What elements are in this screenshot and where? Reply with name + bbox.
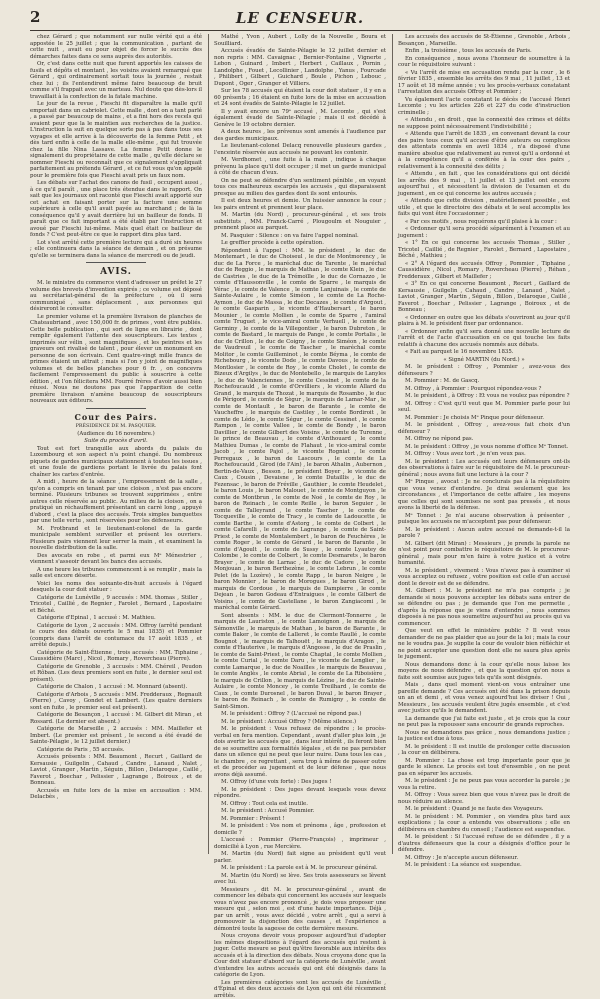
dialogue-line: M. le président : Accusé Pommier. xyxy=(214,808,386,815)
dialogue-line: M. le président : Accusé Offroy ? (Même silence.) xyxy=(214,719,386,726)
requisitoire-paragraph: « Par ces motifs , nous requérons qu'il plaise à la cour : xyxy=(398,219,570,226)
avis-heading: AVIS. xyxy=(30,266,202,278)
court-paragraph: Tout est fort tranquille aux abords du palais du Luxembourg et son aspect n'a point changé. Du nombreux piquets de gardes municipaux stationnent à toutes les issues , et une foule de gardiens portant le livrée du palais font chaîner les cartes d'entrée. xyxy=(30,446,202,479)
court-date: (Audience du 16 novembre.) xyxy=(30,431,202,438)
court-paragraph: Catégorie d'Epinal , 1 accusé : M. Mathieu. xyxy=(30,615,202,622)
requisitoire-paragraph: Les accusés des accusés de St-Étienne , Grenoble , Arbois , Besançon , Marseille. xyxy=(398,34,570,47)
column-left xyxy=(30,34,202,856)
article-paragraph: Sur les 78 accusés qui étaient la cour doit statuer , il y en a 60 présents ; 16 étaient en fuite lors de la mise en accusation et 24 sont évadés de Sainte-Pélagie le 12 juillet. xyxy=(214,88,386,108)
article-paragraph: chez Gérard ; que notamment sur nulle vérité qui a été appostée le 25 juillet ; que la communication , partant de cette nuit , avait eu pour objet de forcer le succès des démarches faites dans ce sens auprès des autorités. xyxy=(30,34,202,60)
article-paragraph: On ne peut se défendre d'un sentiment pénible , en voyant tous ces malheureux escarpés les accusés , qui disparaissent presque au milieu des gardes dont ils sont entourés. xyxy=(214,178,386,198)
column-rule xyxy=(392,34,393,854)
court-paragraph: Catégorie de Chalon , 1 accusé : M. Monnard (absent). xyxy=(30,684,202,691)
dialogue-line: M. le président : La séance est suspendue. xyxy=(398,862,570,869)
column-middle xyxy=(214,34,386,856)
court-paragraph: Des avocats en robe , et parmi eux Mᵉ Ménestrier , viennent s'asseoir devant les bancs des accusés. xyxy=(30,553,202,566)
dialogue-line: M. le président : Vos nom et prénoms , âge , profession et domicile ? xyxy=(214,823,386,836)
article-paragraph: M. Verdhomet , une fuite à la main , indique à chaque prévenu la place qu'il doit occuper ; il met un garde municipal à côté de chacun d'eux. xyxy=(214,157,386,177)
dialogue-line: M. le président : Des juges devant lesquels vous devez répondre. xyxy=(214,787,386,800)
requisitoire-paragraph: « Ordonner en outre que les débats s'ouvriront au jour qu'il plaira à M. le président fixer par ordonnance. xyxy=(398,315,570,328)
section-divider xyxy=(86,408,146,409)
court-paragraph: Catégorie de Grenoble , 3 accusés : MM. Chéreil , Peudon et Rôban. (Les deux premiers sont en fuite , le dernier seul est présent). xyxy=(30,664,202,684)
requisitoire-signature: « Signé MARTIN (du Nord.) » xyxy=(398,357,570,364)
court-heading: Cour des Pairs. xyxy=(30,412,202,423)
dialogue-line: M. le président : Les accusés ont leurs défenseurs ont-ils des observations à faire sur le réquisitoire de M. le procureur-général ; nous avons fait une lecture à la cour ? xyxy=(398,459,570,479)
court-paragraph: Voici les noms des soixante-dix-huit accusés à l'égard desquels la cour doit statuer : xyxy=(30,581,202,594)
article-paragraph: Accusés évadés de Sainte-Pélagie le 12 juillet dernier et non repris : MM. Cavaignac , Bernier-Fontaine , Vignerte , Lebon , Guinard , Imbert , Herbert , Caillaux , Pornin , Landolphe , Fouet , Lecollinier , Landolphe , Yanus , Fourcade , Philibert , Gilbert , Guichard , Boule , Pichon , Lebouc , Dupont , Oger , Granger et Villiers. xyxy=(214,48,386,87)
article-paragraph: M. Martin (du Nord) , procureur-général , et ses trois substituts , MM. Franck-Carré , Plougoulm et Nouguier , prennent place au parquet. xyxy=(214,212,386,232)
dialogue-line: M. le président : Il est inutile de prolonger cette discussion , la cour en délibérera. xyxy=(398,744,570,757)
article-paragraph: Lot s'est arrêté cette première lecture qui a duré six heures ; elle continuera dans la séance de demain , et on présume qu'elle se terminera dans la séance de mercredi ou de jeudi. xyxy=(30,240,202,260)
requisitoire-paragraph: « Ordonner enfin qu'il sera donné une nouvelle lecture de l'arrêt et de l'acte d'accusation en ce qui touche les faits relatifs à chacune des accusés nommés aux débats. xyxy=(398,329,570,349)
dialogue-line: M. Offroy (d'une voix forte) : Des juges ! xyxy=(214,779,386,786)
court-paragraph: Catégorie de Marseille , 2 accusés : MM. Maillefer et Imbert. (Le premier est présent , le second a été évadé de Sainte-Pélagie , le 12 juillet dernier.) xyxy=(30,726,202,746)
requisitoire-paragraph: « Attendu que l'arrêt de 1835 , en convenant devant la cour des pairs tous ceux qu'il accuse d'être auteurs ou complices des attentats commis en avril 1834 , n'a disposé d'une manière absolue que relativement au renvoi qu'il a ordonné et à la compétence qu'il a conférée à la cour des pairs , relativement à la connexité des délits ; xyxy=(398,131,570,170)
column-right xyxy=(398,34,570,856)
dialogue-line: Les premières catégories sont les accusés de Lunéville , d'Épinal et des deux accusés de Lyon qui ont été récemment arrêtés. xyxy=(214,980,386,999)
dialogue-line: Nous ne demandons pas grâce , nous demandons justice ; la justice est due à tous. xyxy=(398,730,570,743)
requisitoire-paragraph: Enfin , la troisième , tous les accusés de Paris. xyxy=(398,48,570,55)
column-rule xyxy=(208,34,209,854)
page-header xyxy=(30,6,570,31)
article-paragraph: Il est deux heures et demie. Un huissier annonce la cour ; les pairs entrent et prennent leur place. xyxy=(214,198,386,211)
roll-call-intro: M. Pasquier : Silence : on va faire l'appel nominal. xyxy=(214,233,386,240)
dialogue-line: M. Gilbert (dit Miran) : Messieurs , je prends la parole ne n'est point pour combattre le réquisitoire de M. le procureur-général , mais pour m'en faire à votre justice et à votre humanité. xyxy=(398,541,570,567)
dialogue-line: La demande que j'ai faite est juste , et je crois que la cour ne peut pas la repousser sans encourir de grands reproches. xyxy=(398,716,570,729)
masthead: LE CENSEUR. xyxy=(30,9,570,27)
dialogue-line: Messieurs , dit M. le procureur-général , avant de commencer les débats qui concernent les accusés sur lesquels vous n'avez pas encore prononcé , je dois vous proposer une mesure qui , selon moi , est d'une haute importance. Déjà , par un arrêt , vous avez décidé , votre arrêt , qui a servi à promouvoir la disjonction des causes , et l'expérience a démontré toute la sagesse de cette dernière mesure. xyxy=(214,887,386,933)
court-paragraph: Catégorie d'Arbois , 5 accusés : MM. Fredderaux , Regnault (Pierre) , Cavoy , Gondet et Lambert. (Les quatre derniers sont en fuite , le premier seul est présent). xyxy=(30,692,202,712)
dialogue-line: M. Martin (du Nord) se lève. Ses trois assesseurs se lèvent avec lui. xyxy=(214,873,386,886)
article-paragraph: Mathé , Yvon , Aubert , Lolly de la Nouvelle , Boura et Souilliard. xyxy=(214,34,386,47)
avis-paragraph: Le premier volume et la première livraison de planches de Chateaubriand , avec 150,000 fr. de primes , vont être publiés. Cette belle publication , qui sort de ligne en librairie , dont remplir également l'attente des souscripteurs. Les textes , imprimés sur vélin , sont magnifiques , et les peintres et les graveurs ont rivalisé de talent , pour élever un monument en personne de son écrivain. Cent quatre-vingt mille francs de primes étaient un attrait ; mais si l'on y joint de magnifiques volumes et de belles planches pour 6 fr. , on concevra facilement l'empressement du public à souscrire à cette édition , et l'on félicitera MM. Fourré frères d'avoir aussi bien réussi. Nous ne doutons pas que l'apparition de cette première livraison n'amène beaucoup de souscripteurs nouveaux aux éditeurs. xyxy=(30,314,202,405)
dialogue-line: M. le président : Quand je ne faute des Voyageurs. xyxy=(398,806,570,813)
requisitoire-paragraph: « Ordonner qu'il sera procédé séparément à l'examen et au jugement : xyxy=(398,226,570,239)
dialogue-line: M. le président : Vous refusez de répondre ; le procès-verbal en fera mention. Cependant , avant d'aller plus loin , je dois avertir les accusés que , dans leur intérêt , ils feront bien de se soumettre aux formalités légales , et de ne pas persister dans un silence qui ne peut que leur nuire. Dans tous les cas , le chambre , ce regrettant , sera trop à même de passer outre et de procéder au jugement et de leur défense , que nous avons déjà assumé. xyxy=(214,726,386,778)
dialogue-line: M. le président : Aucun autre accusé ne demande-t-il la parole ? xyxy=(398,527,570,540)
dialogue-line: M. le président , à Offroy : Et vous ne voulez pas répondre ? xyxy=(398,393,570,400)
court-presidency: PRÉSIDENCE DE M. PASQUIER. xyxy=(30,424,202,430)
requisitoire-paragraph: « 3° En ce qui concerne Beaumont , Recurt , Gaillard de Kersausie , Guilgelin , Cahaud , Candre , Lanaud , Nalet , Laviot , Granger , Martin , Séguin , Billon , Delaroque , Caillé , Faverot , Boechar , Pelissier , Lagrange , Boiroux , et de Bonneau ; xyxy=(398,281,570,314)
avis-paragraph: M. le ministre du commerce vient d'adresser un préfet le 27 volume des brevets d'invention expirés ; ce volume est déposé au secrétariat-général de la préfecture , où il sera communiqué , sans déplacement , aux personnes qui désireront le consulter. xyxy=(30,280,202,313)
dialogue-line: M. le président : Offroy ? (L'accusé ne répond pas.) xyxy=(214,711,386,718)
requisitoire-paragraph: En conséquence , nous avons l'honneur de soumettre à la cour le réquisitoire suivant : xyxy=(398,56,570,69)
requisitoire-paragraph: « Attendu , en droit , que la connexité des crimes et délits ne suppose point nécessairement l'indivisibilité ; xyxy=(398,117,570,130)
peers-present-list: Répondent à l'appel : MM. le président , le duc de Montemart , le duc de Choiseul , le duc de Montmorency , le duc de La Force , le maréchal duc de Tarente , le maréchal duc de Reggio , le marquis de Mathan , le comte Klein , le duc de Castries , le duc de la Trémoïlle , le duc de Cornazzo , le comte d'Haussonville , le comte de Sparre , le marquis de Vérac , le comte de Valence , le comte Lanjuinais , le comte de Sainte-Aulaire , le comte Siméon , le comte de La Roche-Aymon , le duc de Massa , le duc Decazes , le comte d'Argout , le comte Gasparin , le vicomte d'Haubersart , le baron Mounier , le comte Mollien , le comte de Sparre , l'amiral comte Truguet , le vice-amiral comte Verhuell , le comte de Germiny , le comte de la Villegontier , le baron Dubreton , le comte de Bastard , le marquis de Pange , le comte Portalis , le duc de Crillon , le duc de Coigny , le comte Siméon , le comte de Vaudreuil , le comte de Tascher , le maréchal comte Molitor , le comte Guilleminot , le comte Béyma , le comte de Richebourg , le vicomte Dode , le comte Davous , le comte de Montlosier , le comte de Roy , le comte Cholet , le comte de Bizeux d'Argilys , le duc de Montebello , le marquis de Lanyles , le duc de Valenciennes , le comte Cessinet , le comte de la Rochefoucauld , le comte d'Orvilliers , le vicomte Allard du Grand , le marquis de Thozat , le marquis de Rosambo , le duc de Périgord , le comte de Sègur , le marquis de Lamar-Mar , le comte de Montault , le baron de Barante , le comte de Vaucheffre , le marquis de Castiley , le comte Bordiroit , le comte de Lédo , le comte Ségur , le comte Cessinet , le comte Rampon , le comte Vallee , le comte de Bondy , le baron Davillier , le comte Gilbert des Voisins , le comte de Turenne , le prince de Beauvau , le comte d'Anthouard , le comte Mathieu Dumas , le comte de Flahaut , le vice-amiral comte Jacob , le comte Pajol , le vicomte Rogniat , le comte Perregaux , le baron de Lascours , le comte de La Rochefoucauld , Girod (de l'Ain) , le baron Athalin , Aubernon , Bertin-de-Vaux , Besson , le président Boyer , le vicomte de Caux , Cousin , Devaisne , le comte Dutaillis , le duc de Fezensac , le baron de Fréville , Gauthier , le comte Heudelet , le baron Louis , le baron Malouet , le comte de Montguyon , le comte de Montbrun , le comte de Noé , le comte de Roy , le baron de Reinach , le comte Reille , le baron Seguier , le comte de Talleyrand , le comte Tascher , le comte de Tocqueville , le comte de Tracy , le comte de Ladoucette , le comte Barthe , le comte d'Astorg , le comte de Colbert , le comte Cafarelli , le comte de Lagrange , le comte de Saint-Priest , le comte de Montalembert , le baron de Feuchères , le comte Roger , le comte de Gérard , le baron de Barante , le comte d'Agoult , le comte de Sussy , le comte Lyautey de Colombe , le comte de Colbert , le comte Desmarets , le baron Brayer , le comte de Larnac , le duc de Cadore , le comte Monjouan , le baron Berthezène , le comte Lebrun , le comte Pelet (de la Lozère) , le comte Rapp , le baron Neigre , le baron Monnier , le baron de Morogues , le baron Girod , le marquis de Cordoue , le marquis de Dampierre , le comte Dejean , le baron Godeau d'Entraigues , le comte Gilbert de Voisins , le comte de Castellane , le baron Zangiacomi , le maréchal comte Gérard. xyxy=(214,248,386,612)
dialogue-line: Mais , dans quel moment vient-on vous entraîner une pareille demande ? Ces accusés ont été dans la prison depuis un an et demi , et vous venez aujourd'hui les diviser ! Oui , Messieurs , les accusés veulent être jugés ensemble , et c'est avec justice qu'ils le demandent. xyxy=(398,682,570,715)
dialogue-line: M. Offroy : Vous savez bien que vous n'avez pas le droit de nous réduire au silence. xyxy=(398,792,570,805)
dialogue-line: M. Offroy ne répond pas. xyxy=(398,436,570,443)
dialogue-line: M. Offroy , à Pommier : Pourquoi répondez-vous ? xyxy=(398,386,570,393)
dialogue-line: Nous croyons devoir vous proposer aujourd'hui d'adopter les mêmes dispositions à l'égard des accusés qui restent à juger. Cette mesure se peut qu'être favorable aux intérêts des accusés et à la direction des débats. Nous croyons donc que la Cour doit statuer d'abord sur la catégorie de Lunéville , avant d'entendre les autres accusés qui ont été désignés dans la catégorie de Lyon. xyxy=(214,933,386,979)
court-continuation: Suite du procès d'avril. xyxy=(30,438,202,445)
dialogue-line: M. le président : Je ne peux pas vous accorder la parole ; je vous la retire. xyxy=(398,778,570,791)
section-divider xyxy=(86,262,146,263)
dialogue-line: M. Pommier : Présent ! xyxy=(214,816,386,823)
requisitoire-paragraph: « Attendu que cette division , matériellement possible , est utile , et que le directoire des débats et le seul accomplis les faits qui vont être l'occasionner ; xyxy=(398,198,570,218)
dialogue-line: M. Offroy : Je n'accepte aucun défenseur. xyxy=(398,855,570,862)
court-paragraph: Accusés en fuite lors de la mise en accusation : MM. Delacbès , xyxy=(30,788,202,801)
dialogue-line: M. Pommier : M. de Gascq. xyxy=(398,378,570,385)
article-paragraph: Or, c'est dans cette nuit que furent apportés les caisses de fusils et dépôts et montant , les voisins avaient remarqué que Gérard , qui ordinairement sortait tous la journée , restait chez lui ; ils l'entendirent même faire beaucoup de bruit comme s'il frappait avec un marteau. Nul doute que dès-lors il travaillait à la confection de la fatale machine. xyxy=(30,61,202,100)
dialogue-line: M. le président : M. Pommier , on viendra plus tard aux explications ; la cour a entendu vos observations ; elle en délibérera en chambre du conseil ; l'audience est suspendue. xyxy=(398,814,570,834)
dialogue-line: Nous demandons donc à la cour qu'elle nous laisse les moyens de nous défendre , et que la question qu'on nous a faite soit soumise aux juges tels qu'ils sont désignés. xyxy=(398,662,570,682)
court-paragraph: A midi , heure de la séance , l'empressement de la salle , qu'on a compris en tenant par une cloison , n'est pas encore terminé. Plusieurs tribunes se trouvent supprimées , entre autres celle réservée au public. Au milieu de la cloison , on a pratiqué un réchauffement présentant un carré long , appuyé d'abord , c'est la place des accusés. Trois simples banquettes par une telle vertu , sont réservées pour les défenseurs. xyxy=(30,479,202,525)
dialogue-line: M. le président , Offroy , avez-vous fait choix d'un défenseur ? xyxy=(398,422,570,435)
dialogue-line: L'accusé : Pommier (Pierre-François) , imprimeur , domicilié à Lyon , rue Mercière. xyxy=(214,837,386,850)
dialogue-line: M. le président : Offroy , Pommier , avez-vous des défenseurs ? xyxy=(398,364,570,377)
dialogue-line: M. Pommier : La chose est trop importante pour que je garde le silence. Le procès est tout d'ensemble , on ne peut pas en séparer les accusés. xyxy=(398,758,570,778)
court-paragraph: A une heure les tribunes commencent à se remplir , mais la salle est encore déserte. xyxy=(30,567,202,580)
dialogue-line: M. Offroy : Tout cela est inutile. xyxy=(214,801,386,808)
dialogue-line: M. le président : La parole est à M. le procureur général. xyxy=(214,865,386,872)
court-paragraph: Catégorie de Lyon , 2 accusés : MM. Offroy (arrêté pendant le cours des débats ouverts le 5 mai 1835) et Pommier (compris dans l'arrêt de contumace du 17 août 1835 , et arrêté depuis.) xyxy=(30,623,202,649)
peers-absent-list: Sont absents : MM. le duc de Clermont-Tonnerre , le marquis de Lauriston , le comte Lamoignon , le marquis de Sémonville , le marquis de Mathan , le baron de Barante , le comte Baker , le comte de Lalleret , le comte Raullé , le comte Bougnot , le marquis de Talhouët , le marquis d'Aragon , le comte d'Hauterive , le marquis d'Angosse , le duc de Praslin , le comte de Saint-Priest , le comte Chaptal , le comte Mollien , le comte Curial , le comte Daru , le vicomte de Lenglier , le comte Lamarque , le duc de Noailles , le marquis de Beauvau , le comte Anglès , le comte Abrial , le comte de La Riboisière , le marquis de Crillon , le marquis de Lézine , le duc de Sainte-Aulaire , le comte Moncey , le comte Treilhard , le comte de Caux , le comte Durosnel , le baron Duval , le baron Brayer , le baron de Reinach , le comte de Rumigny , le comte de Saint-Simon. xyxy=(214,613,386,711)
requisitoire-paragraph: « Fait au parquet le 16 novembre 1835. xyxy=(398,349,570,356)
court-paragraph: Catégorie de Lunéville , 9 accusés : MM. thomas , Stiller , Tricotel , Caillié , de Regnier , Farolet , Bernard , Lapostaire et Béché. xyxy=(30,595,202,615)
article-paragraph: Le lieutenant-colonel Delacq renouvelle plusieurs gardes , l'enceinte réservée aux accusés ne pouvant les contenir. xyxy=(214,143,386,156)
court-paragraph: Catégorie de Paris , 55 accusés. xyxy=(30,747,202,754)
article-paragraph: Il y avait encore un 79ᵉ accusé , M. Lecomte , qui s'est également évadé de Sainte-Pélagie ; mais il est décédé à Genève le 19 octobre dernier. xyxy=(214,109,386,129)
dialogue-line: M. Pommier : Je choisis Mᵉ Pinque pour défenseur. xyxy=(398,415,570,422)
requisitoire-paragraph: « Vu l'arrêt de mise en accusation rendu par la cour , le 6 février 1835 , ensemble les arrêts des 9 mai , 11 juillet , 13 et 17 août et 18 même année ; vu les procès-verbaux constatant l'arrestation des accusés Offroy et Pommier ; xyxy=(398,70,570,96)
dialogue-line: M. Offroy : Vous avez tort , je n'en veux pas. xyxy=(398,451,570,458)
article-paragraph: Le jour de la revue , Fieschi fit disparaître la malle qu'il emportait dans un cabriolet. Cette malle , dont on a tant parlé , a passé par beaucoup de mains , et a fini hors des recels qui avaient peur que la le maintien aux recherches de la justice. L'instruction la suit en quelque sorte pas à pas dans tous ses voyages et elle arrive à la découverte de la femme Petit , et dès tard enfin à celle de la malle elle-même , qui fut trouvée chez la fille Nina Lassave. La femme Petit donne le signalement du propriétaire de cette malle , qu'elle déclare se nommer Fieschi ou reconnaît que ce signalement s'appliquait parfaitement au prétendu Gérard , et ce fut vous qu'on appelé pour le première fois que Fieschi avait pris un faux nom. xyxy=(30,101,202,179)
court-paragraph: Catégorie de Saint-Étienne , trois accusés : MM. Tiphaine , Caussidière (Marc) , Nicol , Romary , Rovercheau (Pierre). xyxy=(30,650,202,663)
dialogue-line: M. le président , vivement : Vous n'avez pas à examiner si vous acceptez ou refusez , votre position est celle d'un accusé dont le devoir est de se défendre. xyxy=(398,568,570,588)
dialogue-line: M. Gilbert : M. le président ne m'a pas compris ; je demande si nous pouvons accepter les débats sans entrer de se défendre ou pas ; je demande que l'on me permette , d'après la réponse que je viens d'entendre , nous sommes disposés à ne pas nous soumettre aujourd'hui au procès qui va commencer. xyxy=(398,588,570,627)
requisitoire-paragraph: « 2° A l'égard des accusés Offroy , Pommier , Tiphaine , Caussidière , Nicol , Romary , Rovercheau (Pierre) , Réhan , Fredderaux , Gilbert et Maillefer ; xyxy=(398,261,570,281)
requisitoire-paragraph: Vu également l'acte constatant le décès de l'accusé Henri Lecomte ; vu les articles 226 et 227 du code d'instruction criminelle ; xyxy=(398,97,570,117)
court-paragraph: M. Frotbrand et le lieutenant-colonel de la garde municipale semblent surveiller et présent les ouvriers. Plusieurs pairs viennent leur serrer la main , et examinent la nouvelle distribution de la salle. xyxy=(30,526,202,552)
dialogue-line: M. Offroy : C'est qu'il veut que M. Pommier parle pour lui seul. xyxy=(398,401,570,414)
requisitoire-paragraph: « Attendu , en fait , que les considérations qui ont décidé les arrêts des 9 mai , 11 juillet et 13 juillet ont encore aujourd'hui , et nécessitent la division de l'examen et du jugement , en ce qui concerne les autres accusés ; xyxy=(398,171,570,197)
court-paragraph: Accusés présents : MM. Beaumont , Recurt , Gaillard de Kersausie , Guilgelin , Cahaud , Candre , Lanaud , Nalet , Laviot , Granger , Martin , Séguin , Billon , Delaroque , Caillé , Faverot , Boechar , Pelissier , Lagrange , Boiroux , et de Bonneau. xyxy=(30,754,202,787)
roll-call-intro: Le greffier procède à cette opération. xyxy=(214,240,386,247)
dialogue-line: M. le président : Offroy , je vous nomme d'office Mᵉ Tonnet. xyxy=(398,444,570,451)
dialogue-line: Mᵉ Tonnet : Je n'ai aucune observation à présenter , puisque les accusés ne m'acceptent pas pour défenseur. xyxy=(398,513,570,526)
court-paragraph: Catégorie de Besançon , 1 accusé : M. Gilbert dit Miran , et Rossard. (Le dernier est absent.) xyxy=(30,712,202,725)
dialogue-line: M. le président : Si l'accusé refuse de se défendre , il y a d'autres défenseurs que la cour a désignés d'office pour le défendre. xyxy=(398,834,570,854)
dialogue-line: Que veut en effet le ministère public ? Il veut vous demander de ne pas plaider que au jour de la loi ; mais la cour ne le voudra pas. Je supplie la cour de vouloir bien réfléchir et ne point accepter une question dont elle ne saura plus après le jugement. xyxy=(398,628,570,661)
dialogue-line: Mᵉ Pinque , avocat : Je ne conclurais pas à la réquisitoire que vous venez d'entendre. Je dirai seulement que les circonstances , et l'importance de cette affaire , les moyens que celles qui sont soumises ne sont pas pressés , et nous avons la liberté de la défense. xyxy=(398,479,570,512)
requisitoire-paragraph: « 1° En ce qui concerne les accusés Thomas , Stiller , Tricotel , Caillié , de Regnier , Farolet , Bernard , Lapostaire , Béché , Mathieu ; xyxy=(398,240,570,260)
page-number: 2 xyxy=(30,8,40,26)
article-paragraph: Les débats sur l'achat des canons de fusil , occupent aussi , à ce qu'il paraît , une place très étendue dans le rapport. On sait que les journaux ont raconté que Fieschi avait apporté sur cet achat en faisant porter sur la facture une somme supérieure à celle qu'il avait payée au marchand ; de là la conséquence qu'il y avait derrière lui un bailleur de fonds. Il paraît que ce fait important a été établi par l'instruction et avoué par Fieschi lui-même. Mais quel était ce bailleur de fonds ? C'est peut-être ce que le rapport dira plus tard. xyxy=(30,180,202,239)
article-paragraph: A deux heures , les prévenus sont amenés à l'audience par des gardes municipaux. xyxy=(214,129,386,142)
dialogue-line: M. Martin (du Nord) fait signe au président qu'il veut parler. xyxy=(214,851,386,864)
